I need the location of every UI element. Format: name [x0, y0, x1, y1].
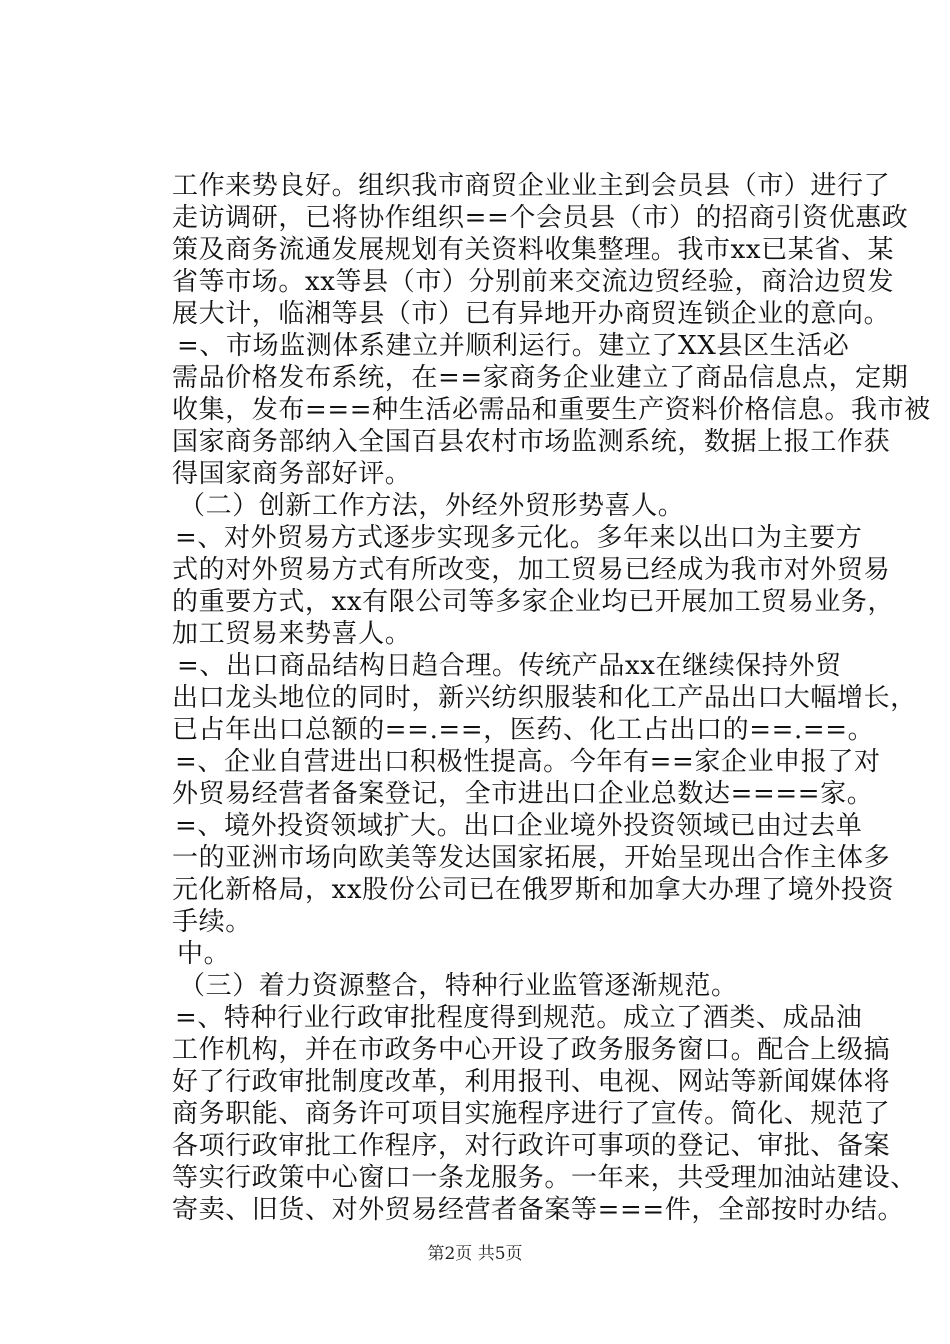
text-line: 中。	[177, 939, 231, 969]
page-footer	[0, 1243, 950, 1265]
text-line: 式的对外贸易方式有所改变，加工贸易已经成为我市对外贸易	[172, 555, 891, 585]
text-line: 国家商务部纳入全国百县农村市场监测系统，数据上报工作获	[172, 427, 891, 457]
page-number: 第2页 共5页	[427, 1244, 523, 1264]
text-line: 展大计，临湘等县（市）已有异地开办商贸连锁企业的意向。	[172, 299, 891, 329]
text-line: 收集，发布===种生活必需品和重要生产资料价格信息。我市被	[172, 395, 931, 425]
text-line: 工作机构，并在市政务中心开设了政务服务窗口。配合上级搞	[172, 1035, 891, 1065]
text-line: 的重要方式，xx有限公司等多家企业均已开展加工贸易业务，	[172, 587, 895, 617]
text-line: 得国家商务部好评。	[172, 459, 412, 489]
document-body	[172, 170, 931, 1226]
text-line: 好了行政审批制度改革，利用报刊、电视、网站等新闻媒体将	[172, 1067, 891, 1097]
text-line: 策及商务流通发展规划有关资料收集整理。我市xx已某省、某	[172, 235, 895, 265]
text-line: （二）创新工作方法，外经外贸形势喜人。	[179, 491, 685, 521]
text-line: 各项行政审批工作程序，对行政许可事项的登记、审批、备案	[172, 1131, 891, 1161]
text-line: =、出口商品结构日趋合理。传统产品xx在继续保持外贸	[177, 651, 842, 681]
text-line: 一的亚洲市场向欧美等发达国家拓展，开始呈现出合作主体多	[172, 843, 891, 873]
text-line: 已占年出口总额的==.==，医药、化工占出口的==.==。	[172, 715, 875, 745]
text-line: 手续。	[172, 907, 252, 937]
text-line: 外贸易经营者备案登记，全市进出口企业总数达====家。	[172, 779, 874, 809]
text-line: 出口龙头地位的同时，新兴纺织服装和化工产品出口大幅增长，	[172, 683, 917, 713]
text-line: 需品价格发布系统，在==家商务企业建立了商品信息点，定期	[172, 363, 909, 393]
text-line: （三）着力资源整合，特种行业监管逐渐规范。	[179, 971, 738, 1001]
text-line: 省等市场。xx等县（市）分别前来交流边贸经验，商洽边贸发	[172, 267, 895, 297]
text-line: =、对外贸易方式逐步实现多元化。多年来以出口为主要方	[175, 523, 863, 553]
text-line: 工作来势良好。组织我市商贸企业业主到会员县（市）进行了	[172, 171, 891, 201]
text-line: 加工贸易来势喜人。	[172, 619, 412, 649]
text-line: 等实行政策中心窗口一条龙服务。一年来，共受理加油站建设、	[172, 1163, 917, 1193]
text-line: 寄卖、旧货、对外贸易经营者备案等===件，全部按时办结。	[172, 1195, 905, 1225]
text-line: 走访调研，已将协作组织==个会员县（市）的招商引资优惠政	[172, 203, 909, 233]
text-line: 元化新格局，xx股份公司已在俄罗斯和加拿大办理了境外投资	[172, 875, 895, 905]
text-line: =、市场监测体系建立并顺利运行。建立了XX县区生活必	[177, 331, 850, 361]
text-line: =、企业自营进出口积极性提高。今年有==家企业申报了对	[175, 747, 881, 777]
text-line: =、境外投资领域扩大。出口企业境外投资领域已由过去单	[175, 811, 863, 841]
text-line: 商务职能、商务许可项目实施程序进行了宣传。简化、规范了	[172, 1099, 891, 1129]
text-line: =、特种行业行政审批程度得到规范。成立了酒类、成品油	[175, 1003, 863, 1033]
